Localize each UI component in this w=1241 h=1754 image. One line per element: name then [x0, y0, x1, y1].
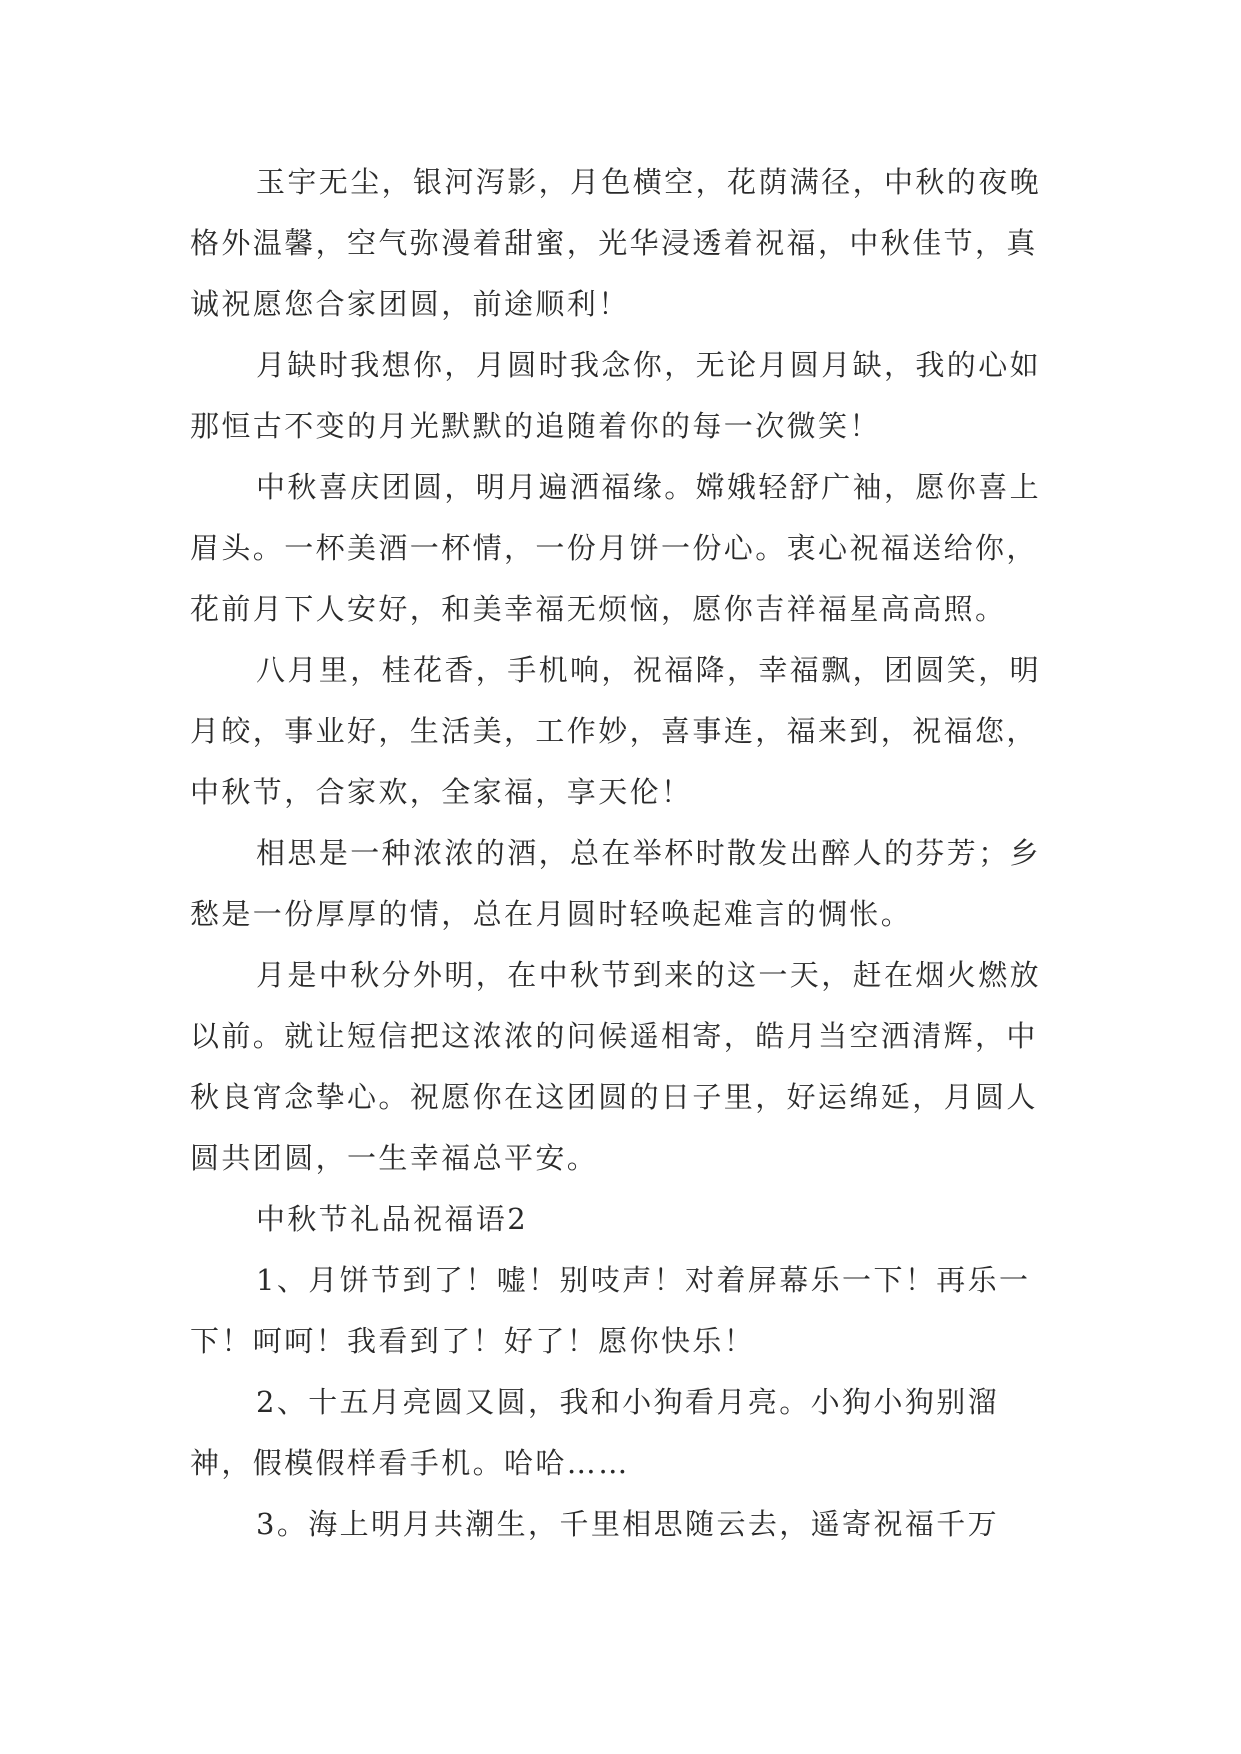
- paragraph-4: 八月里，桂花香，手机响，祝福降，幸福飘，团圆笑，明月皎，事业好，生活美，工作妙，喜事连，福来到，祝福您，中秋节，合家欢，全家福，享天伦！: [190, 653, 1042, 809]
- paragraph-6: 月是中秋分外明，在中秋节到来的这一天，赶在烟火燃放以前。就让短信把这浓浓的问候遥相寄，皓月当空洒清辉，中秋良宵念挚心。祝愿你在这团圆的日子里，好运绵延，月圆人圆共团圆，一生幸福总平安。: [190, 958, 1042, 1175]
- paragraph-2: 月缺时我想你，月圆时我念你，无论月圆月缺，我的心如那恒古不变的月光默默的追随着你的每一次微笑！: [190, 348, 1042, 443]
- paragraph-5: 相思是一种浓浓的酒，总在举杯时散发出醉人的芬芳；乡愁是一份厚厚的情，总在月圆时轻唤起难言的惆怅。: [190, 836, 1042, 931]
- list-item-1: 1、月饼节到了！嘘！别吱声！对着屏幕乐一下！再乐一下！呵呵！我看到了！好了！愿你快乐！: [190, 1263, 1031, 1358]
- section-heading: 中秋节礼品祝福语2: [256, 1202, 529, 1236]
- list-item-3: 3。海上明月共潮生，千里相思随云去，遥寄祝福千万: [256, 1507, 1000, 1541]
- paragraph-3: 中秋喜庆团圆，明月遍洒福缘。嫦娥轻舒广袖，愿你喜上眉头。一杯美酒一杯情，一份月饼一份心。衷心祝福送给你，花前月下人安好，和美幸福无烦恼，愿你吉祥福星高高照。: [190, 470, 1042, 626]
- list-item-2: 2、十五月亮圆又圆，我和小狗看月亮。小狗小狗别溜神，假模假样看手机。哈哈……: [190, 1385, 1000, 1480]
- document-body: [190, 152, 1050, 1555]
- paragraph-1: 玉宇无尘，银河泻影，月色横空，花荫满径，中秋的夜晚格外温馨，空气弥漫着甜蜜，光华浸透着祝福，中秋佳节，真诚祝愿您合家团圆，前途顺利！: [190, 165, 1042, 321]
